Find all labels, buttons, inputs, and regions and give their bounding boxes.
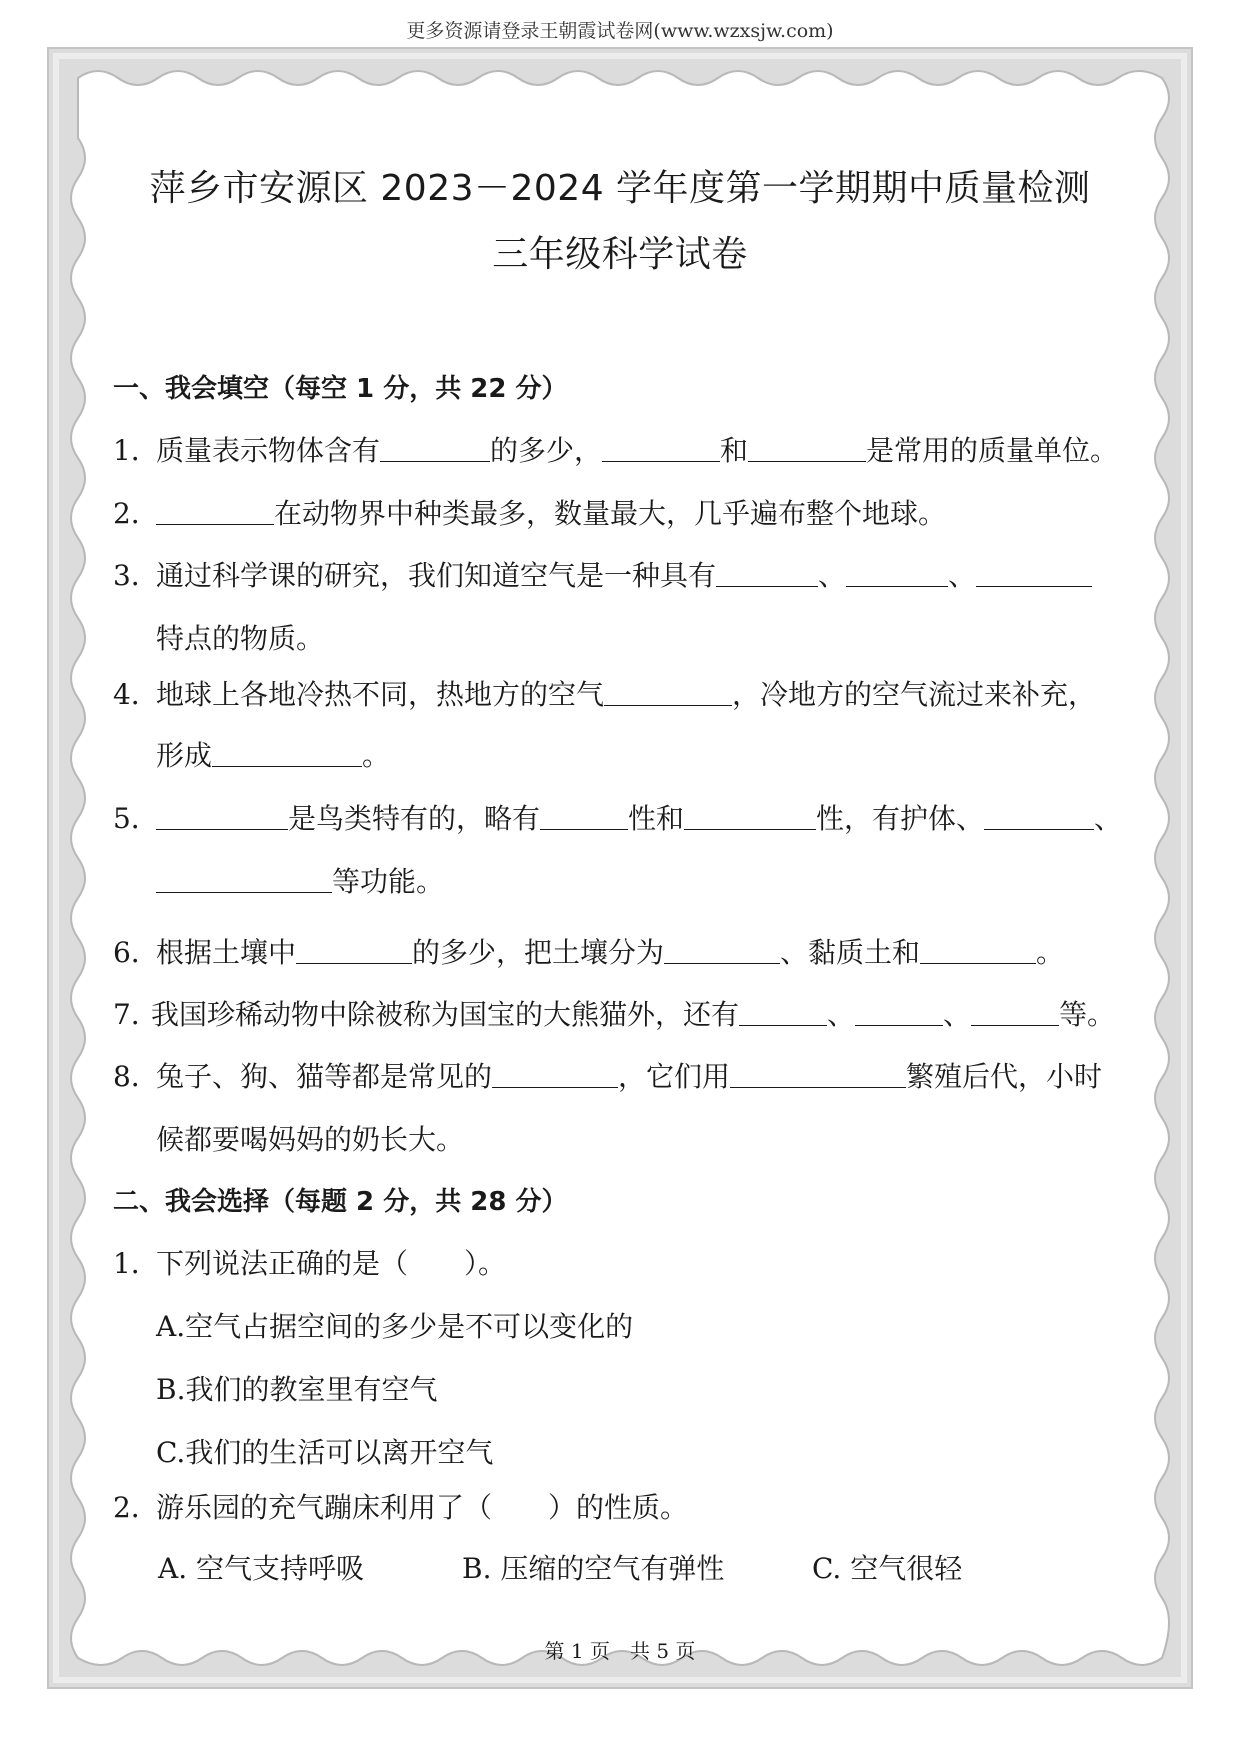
answer-blank[interactable] <box>380 437 490 462</box>
question-text: 游乐园的充气蹦床利用了（ ）的性质。 <box>156 1491 689 1524</box>
question-1-2 <box>113 492 946 532</box>
question-number: 3． <box>113 559 159 592</box>
watermark: 更多资源请登录王朝霞试卷网(www.wzxsjw.com) <box>406 20 834 42</box>
question-text: 是鸟类特有的，略有 <box>288 802 541 835</box>
question-text: 等功能。 <box>332 865 445 898</box>
question-text: 质量表示物体含有 <box>156 434 381 467</box>
option-c[interactable]: C. 空气很轻 <box>812 1552 963 1585</box>
page-number: 第 1 页 共 5 页 <box>544 1639 696 1663</box>
question-1-8 <box>113 1055 1102 1095</box>
question-number: 1． <box>113 1247 159 1280</box>
question-1-6 <box>113 931 1064 971</box>
section-heading-multiple-choice: 二、我会选择（每题 2 分，共 28 分） <box>113 1187 568 1217</box>
answer-blank[interactable] <box>971 1001 1059 1026</box>
answer-blank[interactable] <box>716 562 818 587</box>
question-text: 。 <box>1036 936 1065 969</box>
question-text: 、黏质土和 <box>780 936 921 969</box>
question-1-5-cont <box>156 860 444 900</box>
question-2-1 <box>113 1242 506 1282</box>
answer-blank[interactable] <box>739 1001 827 1026</box>
question-text: 形成 <box>156 739 213 772</box>
question-text: 下列说法正确的是（ ）。 <box>156 1247 507 1280</box>
option-b[interactable]: B.我们的教室里有空气 <box>156 1373 438 1406</box>
answer-blank[interactable] <box>664 939 780 964</box>
question-text: ，冷地方的空气流过来补充， <box>732 678 1097 711</box>
question-text: 是常用的质量单位。 <box>866 434 1119 467</box>
answer-blank[interactable] <box>212 742 362 767</box>
exam-title-line1: 萍乡市安源区 2023－2024 学年度第一学期期中质量检测 <box>149 168 1091 209</box>
question-text: 根据土壤中 <box>156 936 297 969</box>
answer-blank[interactable] <box>855 1001 943 1026</box>
option-c[interactable]: C.我们的生活可以离开空气 <box>156 1436 494 1469</box>
answer-blank[interactable] <box>602 437 720 462</box>
question-1-3-cont: 特点的物质。 <box>156 622 325 655</box>
option-a[interactable]: A. 空气支持呼吸 <box>158 1552 365 1585</box>
option-b[interactable]: B. 压缩的空气有弹性 <box>462 1552 725 1585</box>
question-text: 兔子、狗、猫等都是常见的 <box>156 1060 493 1093</box>
answer-blank[interactable] <box>730 1063 906 1088</box>
question-1-7 <box>113 993 1115 1033</box>
question-number: 5． <box>113 802 159 835</box>
question-text: 。 <box>362 739 391 772</box>
separator: 、 <box>818 559 847 592</box>
separator: 、 <box>943 998 972 1031</box>
answer-blank[interactable] <box>920 939 1036 964</box>
question-text: 通过科学课的研究，我们知道空气是一种具有 <box>156 559 717 592</box>
question-number: 4． <box>113 678 159 711</box>
answer-blank[interactable] <box>156 805 288 830</box>
answer-blank[interactable] <box>296 939 412 964</box>
question-1-3 <box>113 554 1092 594</box>
question-number: 7． <box>113 998 159 1031</box>
answer-blank[interactable] <box>846 562 948 587</box>
question-text: 和 <box>720 434 749 467</box>
question-text: 我国珍稀动物中除被称为国宝的大熊猫外，还有 <box>151 998 740 1031</box>
answer-blank[interactable] <box>984 805 1094 830</box>
separator: 、 <box>948 559 977 592</box>
answer-blank[interactable] <box>684 805 816 830</box>
question-text: 等。 <box>1059 998 1116 1031</box>
answer-blank[interactable] <box>976 562 1092 587</box>
question-text: 的多少，把土壤分为 <box>412 936 665 969</box>
question-text: 在动物界中种类最多，数量最大，几乎遍布整个地球。 <box>274 497 947 530</box>
question-1-5 <box>113 797 1122 837</box>
answer-blank[interactable] <box>604 681 732 706</box>
question-text: 繁殖后代，小时 <box>906 1060 1103 1093</box>
question-text: 性，有护体、 <box>816 802 985 835</box>
answer-blank[interactable] <box>156 500 274 525</box>
separator: 、 <box>1094 802 1123 835</box>
option-a[interactable]: A.空气占据空间的多少是不可以变化的 <box>156 1310 634 1343</box>
answer-blank[interactable] <box>156 868 332 893</box>
question-text: 性和 <box>628 802 685 835</box>
question-1-4 <box>113 673 1096 713</box>
question-text: 的多少， <box>490 434 603 467</box>
question-number: 2． <box>113 1491 159 1524</box>
question-text: ，它们用 <box>618 1060 731 1093</box>
answer-blank[interactable] <box>492 1063 618 1088</box>
question-text: 地球上各地冷热不同，热地方的空气 <box>156 678 605 711</box>
question-number: 6． <box>113 936 159 969</box>
section-heading-fill-in: 一、我会填空（每空 1 分，共 22 分） <box>113 374 568 404</box>
question-1-8-cont: 候都要喝妈妈的奶长大。 <box>156 1123 465 1156</box>
exam-title-line2: 三年级科学试卷 <box>492 234 748 275</box>
question-1-1 <box>113 429 1118 469</box>
question-number: 8． <box>113 1060 159 1093</box>
question-number: 1． <box>113 434 159 467</box>
separator: 、 <box>827 998 856 1031</box>
question-2-2 <box>113 1486 688 1526</box>
answer-blank[interactable] <box>540 805 628 830</box>
question-1-4-cont <box>156 734 390 774</box>
question-number: 2． <box>113 497 159 530</box>
answer-blank[interactable] <box>748 437 866 462</box>
